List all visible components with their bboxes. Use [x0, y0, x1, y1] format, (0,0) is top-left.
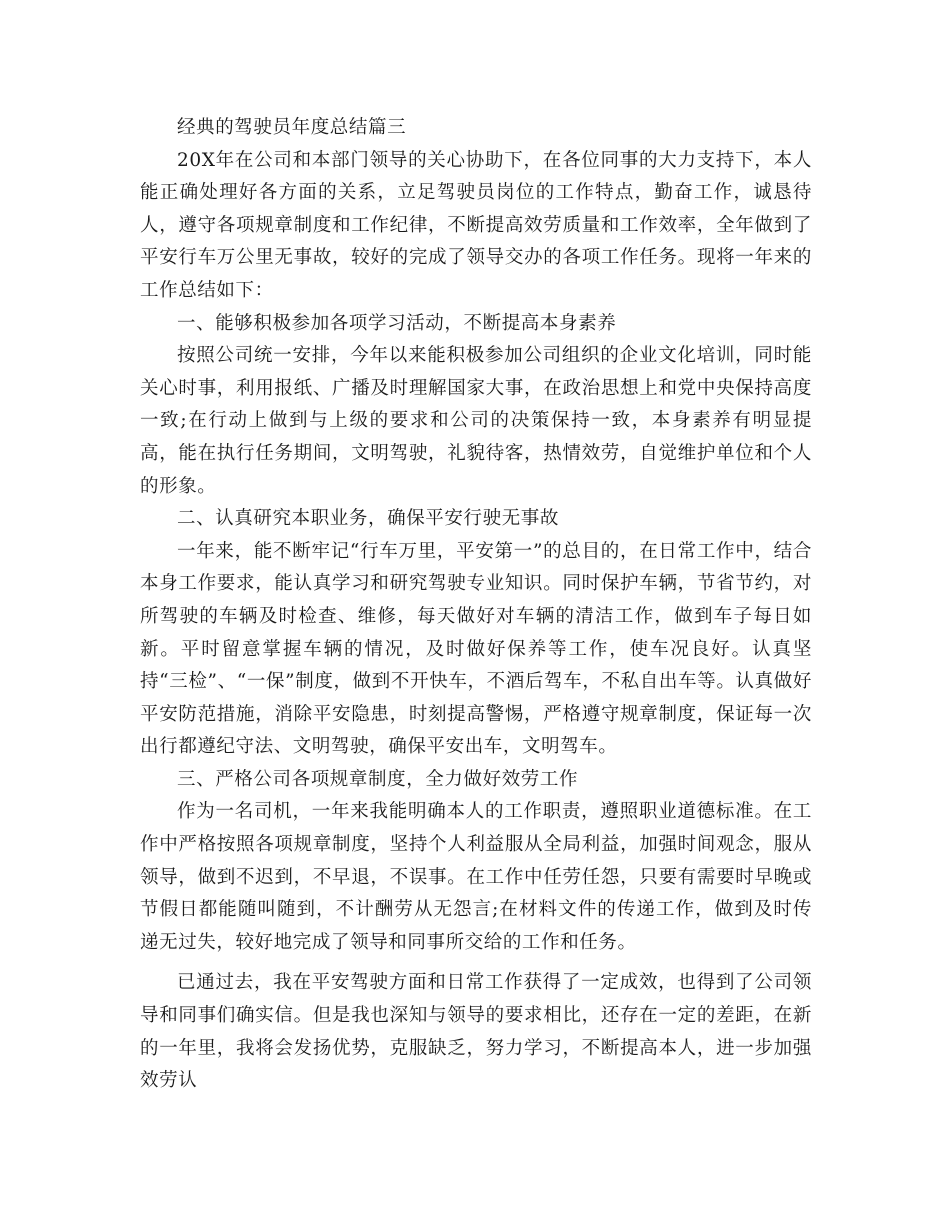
section-3-heading: 三、严格公司各项规章制度，全力做好效劳工作 — [177, 768, 579, 790]
section-2-heading: 二、认真研究本职业务，确保平安行驶无事故 — [177, 508, 560, 530]
intro-paragraph: 20X年在公司和本部门领导的关心协助下，在各位同事的大力支持下，本人能正确处理好各方面的关系，立足驾驶员岗位的工作特点，勤奋工作，诚恳待人，遵守各项规章制度和工作纪律，不断提高效劳质量和工作效率，全年做到了平安行车万公里无事故，较好的完成了领导交办的各项工作任务。现将一年来的工作总结如下： — [140, 149, 812, 301]
section-3-paragraph: 作为一名司机，一年来我能明确本人的工作职责，遵照职业道德标准。在工作中严格按照各项规章制度，坚持个人利益服从全局利益，加强时间观念，服从领导，做到不迟到，不早退，不误事。在工作中任劳任怨，只要有需要时早晚或节假日都能随叫随到，不计酬劳从无怨言;在材料文件的传递工作，做到及时传递无过失，较好地完成了领导和同事所交给的工作和任务。 — [140, 801, 812, 953]
closing-paragraph: 已通过去，我在平安驾驶方面和日常工作获得了一定成效，也得到了公司领导和同事们确实信。但是我也深知与领导的要求相比，还存在一定的差距，在新的一年里，我将会发扬优势，克服缺乏，努力学习，不断提高本人，进一步加强效劳认 — [140, 972, 812, 1092]
document-title: 经典的驾驶员年度总结篇三 — [177, 117, 407, 138]
document-body — [140, 112, 812, 1098]
section-2-paragraph: 一年来，能不断牢记“行车万里，平安第一”的总目的，在日常工作中，结合本身工作要求，能认真学习和研究驾驶专业知识。同时保护车辆，节省节约，对所驾驶的车辆及时检查、维修，每天做好对车辆的清洁工作，做到车子每日如新。平时留意掌握车辆的情况，及时做好保养等工作，使车况良好。认真坚持“三检”、“一保”制度，做到不开快车，不酒后驾车，不私自出车等。认真做好平安防范措施，消除平安隐患，时刻提高警惕，严格遵守规章制度，保证每一次出行都遵纪守法、文明驾驶，确保平安出车，文明驾车。 — [140, 540, 812, 758]
section-1-paragraph: 按照公司统一安排，今年以来能积极参加公司组织的企业文化培训，同时能关心时事，利用报纸、广播及时理解国家大事，在政治思想上和党中央保持高度一致;在行动上做到与上级的要求和公司的决策保持一致，本身素养有明显提高，能在执行任务期间，文明驾驶，礼貌待客，热情效劳，自觉维护单位和个人的形象。 — [140, 345, 812, 497]
section-1-heading: 一、能够积极参加各项学习活动，不断提高本身素养 — [177, 312, 617, 334]
